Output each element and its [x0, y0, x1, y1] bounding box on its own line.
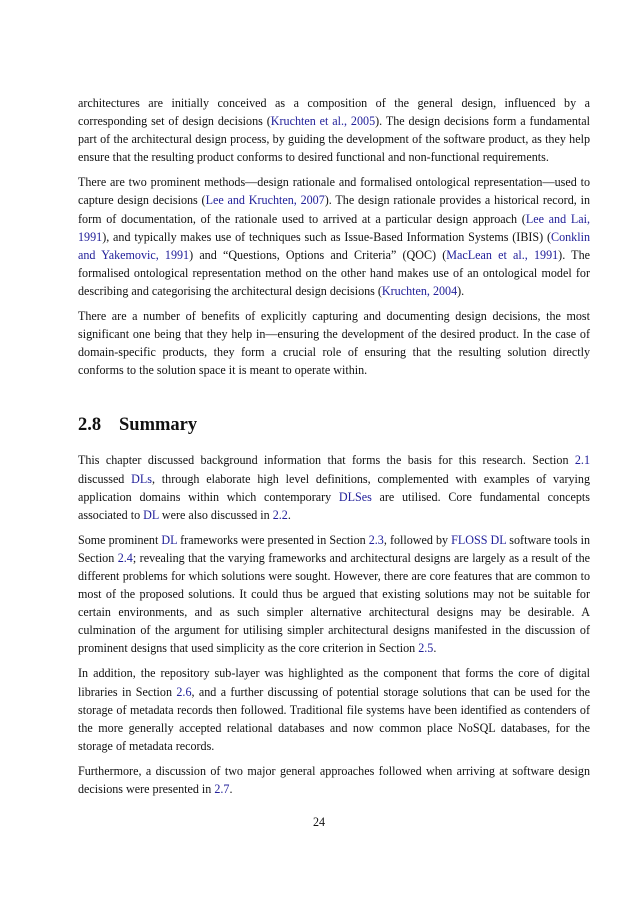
- reference-link[interactable]: 2.5: [418, 641, 434, 656]
- reference-link[interactable]: MacLean et al., 1991: [446, 247, 559, 262]
- section-number: 2.8: [78, 415, 102, 436]
- paragraph-text: software tools in Section: [78, 532, 590, 565]
- paragraph-text: This chapter discussed background information that forms the basis for this research. Section: [78, 453, 575, 468]
- paragraph-text: ; revealing that the varying frameworks and architectural designs are largely as a result of the different problems for which solutions were sought. However, there are core features that are common to most of the proposed solutions. It could thus be argued that existing solutions may not be suitable for certain environments, and as such simpler alternative architectural designs may be desirable. A culmination of the argument for utilising simpler architectural designs manifested in the discussion of prominent designs that used simplicity as the core criterion in Section: [78, 550, 590, 656]
- section-title: Summary: [119, 415, 198, 436]
- intro-paragraphs: [78, 94, 590, 379]
- reference-link[interactable]: 2.7: [214, 782, 230, 796]
- paragraph-text: There are two prominent methods—design rationale and formalised ontological representation—used to capture design decisions (: [78, 175, 590, 208]
- reference-link[interactable]: 2.1: [574, 453, 590, 468]
- paragraph-text: .: [229, 782, 233, 796]
- reference-link[interactable]: 2.3: [368, 532, 384, 547]
- section-heading: [78, 413, 590, 437]
- paragraph-text: were also discussed in: [158, 507, 273, 522]
- paragraph: [78, 664, 590, 754]
- paragraph-text: .: [433, 641, 437, 656]
- paragraph-text: ). The design rationale provides a historical record, in form of documentation, of the rationale used to arrived at a particular design approach (: [78, 193, 590, 226]
- paragraph-text: .: [287, 507, 291, 522]
- paragraph-text: , followed by: [383, 532, 452, 547]
- paragraph-text: architectures are initially conceived as a composition of the general design, influenced by a corresponding set of design decisions (: [78, 96, 590, 129]
- reference-link[interactable]: DL: [161, 532, 178, 547]
- reference-link[interactable]: DLSes: [338, 489, 372, 504]
- paragraph-text: Some prominent: [78, 532, 162, 547]
- paragraph-text: discussed: [78, 471, 132, 486]
- reference-link[interactable]: DL: [490, 532, 507, 547]
- paragraph-text: , through elaborate high level definitions, complemented with examples of varying application domains within which contemporary: [78, 471, 590, 504]
- paragraph: [78, 531, 590, 658]
- reference-link[interactable]: 2.6: [176, 684, 192, 699]
- reference-link[interactable]: Lee and Lai, 1991: [78, 211, 590, 244]
- reference-link[interactable]: 2.2: [272, 507, 288, 522]
- page-number: 24: [312, 815, 326, 829]
- paragraph-text: ). The design decisions form a fundamental part of the architectural design process, by guiding the development of the software product, as they help ensure that the resulting product conforms to desired functional and non-functional requirements.: [78, 114, 591, 165]
- paragraph-text: ). The formalised ontological representation method on the other hand makes use of an ontological model for describing and categorising the architectural design decisions (: [78, 247, 590, 298]
- paragraph-text: There are a number of benefits of explicitly capturing and documenting design decisions, the most significant one being that they help in—ensuring the development of the desired product. In the case of domain-specific products, they form a crucial role of ensuring that the resulting solution directly conforms to the solution space it is meant to operate within.: [78, 309, 590, 378]
- paragraph: [78, 451, 590, 523]
- summary-paragraphs: [78, 451, 590, 798]
- page-body: [78, 94, 590, 805]
- reference-link[interactable]: 2.4: [117, 550, 133, 565]
- paragraph-text: are utilised. Core fundamental concepts associated to: [78, 489, 590, 522]
- reference-link[interactable]: DLs: [131, 471, 152, 486]
- paragraph-text: Furthermore, a discussion of two major general approaches followed when arriving at software design decisions were presented in: [78, 763, 590, 796]
- paragraph-text: ).: [457, 283, 465, 298]
- paragraph: [78, 94, 590, 166]
- reference-link[interactable]: DL: [143, 507, 159, 522]
- paragraph-text: In addition, the repository sub-layer was highlighted as the component that forms the core of digital libraries in Section: [78, 666, 590, 699]
- paragraph-text: frameworks were presented in Section: [177, 532, 369, 547]
- paragraph: [78, 762, 590, 798]
- reference-link[interactable]: FLOSS: [451, 532, 488, 547]
- paragraph-text: ), and typically makes use of techniques such as Issue-Based Information Systems (IBIS) (: [102, 229, 552, 244]
- paragraph-text: , and a further discussing of potential storage solutions that can be used for the storage of metadata records then followed. Traditional file systems have been identified as contenders of the more generally accepted relational databases and now common place NoSQL databases, for the storage of metadata records.: [78, 684, 590, 753]
- paragraph: [78, 173, 590, 300]
- paragraph: [78, 307, 590, 379]
- reference-link[interactable]: Conklin and Yakemovic, 1991: [78, 229, 590, 262]
- reference-link[interactable]: Lee and Kruchten, 2007: [205, 193, 325, 208]
- reference-link[interactable]: Kruchten, 2004: [381, 283, 458, 298]
- reference-link[interactable]: Kruchten et al., 2005: [270, 114, 376, 129]
- paragraph-text: ) and “Questions, Options and Criteria” (QOC) (: [189, 247, 447, 262]
